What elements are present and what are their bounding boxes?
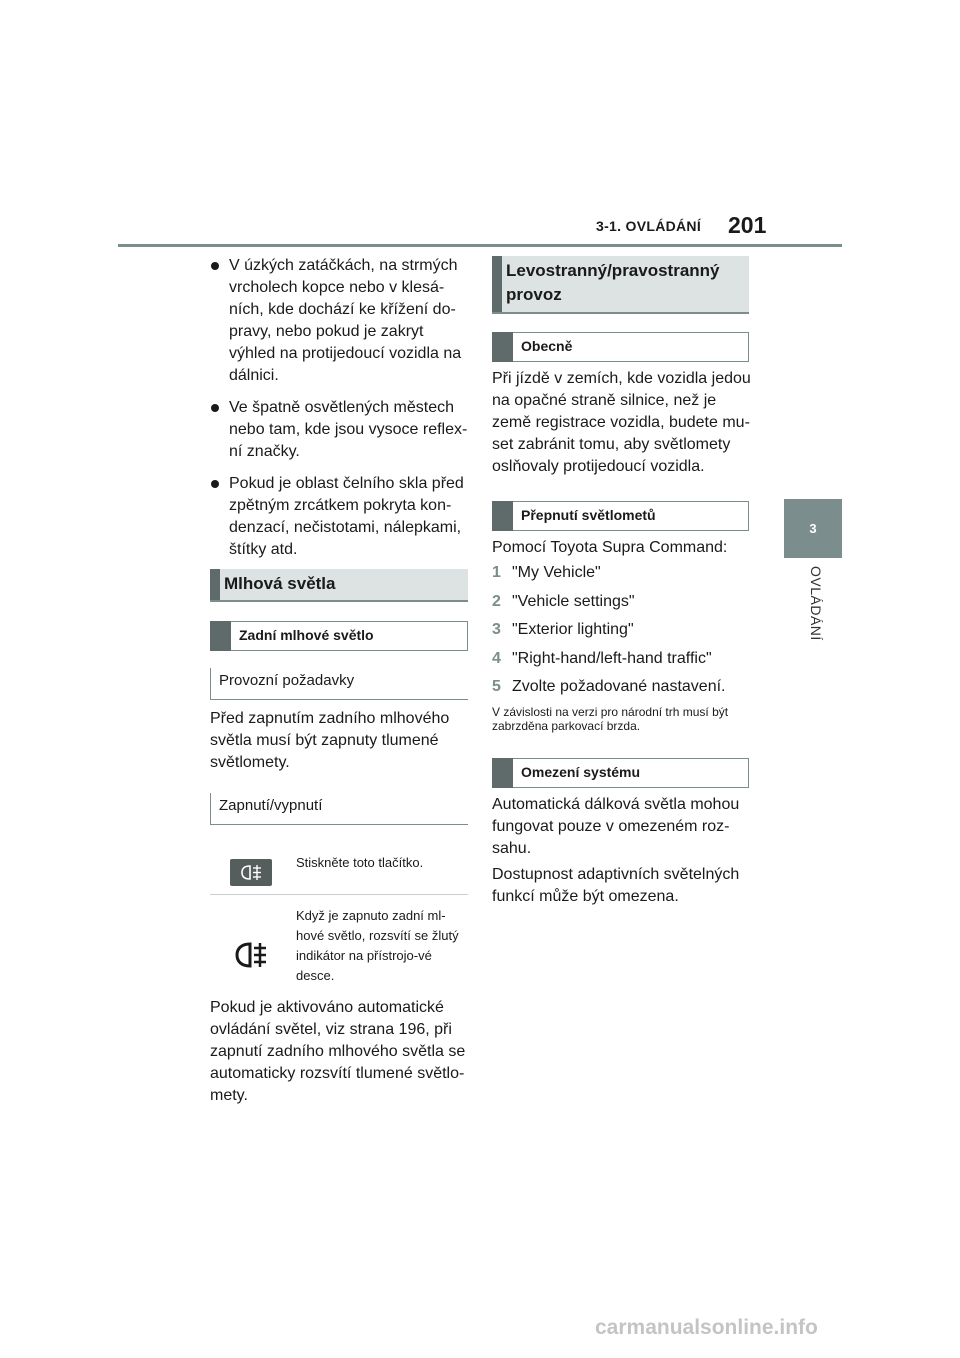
- step-text: "Exterior lighting": [512, 621, 634, 638]
- heading-marker: [492, 501, 513, 531]
- list-item: [492, 620, 754, 649]
- rear-fog-button-icon: [230, 859, 272, 886]
- general-heading: Obecně: [492, 332, 749, 362]
- list-item: [492, 592, 754, 621]
- step-number: 4: [492, 649, 501, 667]
- icon-row-text: Když je zapnuto zadní ml-hové světlo, rozsvítí se žlutý indikátor na přístrojo-vé desce.: [296, 908, 459, 983]
- requirements-heading: Provozní požadavky: [210, 668, 468, 700]
- step-number: 1: [492, 564, 501, 581]
- switch-intro: Pomocí Toyota Supra Command:: [492, 539, 728, 556]
- steps-list: [492, 563, 754, 706]
- general-text: Při jízdě v zemích, kde vozidla jedou na opačné straně silnice, než je země registrace vozidla, budete mu-set zabránit tomu, aby světlomety oslňovaly protijedoucí vozidla.: [492, 370, 751, 475]
- limits-text: Automatická dálková světla mohou fungovat pouze v omezeném roz-sahu.: [492, 796, 740, 857]
- traffic-side-heading: Levostranný/pravostranný provoz: [492, 256, 749, 314]
- switch-note: V závislosti na verzi pro národní trh musí být zabrzděna parkovací brzda.: [492, 705, 729, 733]
- heading-marker: [210, 621, 231, 651]
- step-number: 5: [492, 678, 501, 695]
- step-text: "Vehicle settings": [512, 592, 635, 610]
- system-limits-heading: Omezení systému: [492, 758, 749, 788]
- heading-marker: [492, 758, 513, 788]
- list-item: Ve špatně osvětlených městech nebo tam, kde jsou vysoce reflex-ní značky.: [210, 397, 472, 463]
- step-text: Zvolte požadované nastavení.: [512, 678, 726, 695]
- on-off-heading: Zapnutí/vypnutí: [210, 793, 468, 825]
- conditions-list: [210, 255, 472, 571]
- step-text: "My Vehicle": [512, 564, 601, 581]
- heading-marker: [492, 256, 502, 312]
- auto-lights-text: Pokud je aktivováno automatické ovládání světel, viz strana 196, při zapnutí zadního mlhového světla se automaticky rozsvítí tlumené světlo-mety.: [210, 999, 466, 1104]
- list-item: [492, 563, 754, 592]
- headlight-switch-heading: Přepnutí světlometů: [492, 501, 749, 531]
- rear-fog-heading: Zadní mlhové světlo: [210, 621, 468, 651]
- section-title: 3-1. OVLÁDÁNÍ: [596, 218, 702, 234]
- table-divider: [210, 894, 468, 895]
- watermark: carmanualsonline.info: [595, 1316, 818, 1339]
- requirements-text: Před zapnutím zadního mlhového světla musí být zapnuty tlumené světlomety.: [210, 710, 450, 771]
- page-number: 201: [728, 212, 767, 238]
- heading-marker: [210, 569, 220, 600]
- chapter-label: OVLÁDÁNÍ: [808, 566, 824, 641]
- heading-marker: [492, 332, 513, 362]
- step-text: "Right-hand/left-hand traffic": [512, 649, 712, 667]
- rear-fog-indicator-icon: [232, 939, 272, 971]
- chapter-tab: 3: [784, 499, 842, 558]
- list-item: V úzkých zatáčkách, na strmých vrcholech kopce nebo v klesá-ních, kde dochází ke křížení do-pravy, nebo pokud je zakryt výhled na protijedoucí vozidla na dálnici.: [210, 255, 472, 387]
- step-number: 2: [492, 592, 501, 610]
- list-item: Pokud je oblast čelního skla před zpětným zrcátkem pokryta kon-denzací, nečistotami, nálepkami, štítky atd.: [210, 473, 472, 561]
- list-item: [492, 677, 754, 706]
- icon-row-text: Stiskněte toto tlačítko.: [296, 855, 424, 870]
- fog-lights-heading: Mlhová světla: [210, 569, 468, 602]
- step-number: 3: [492, 621, 501, 638]
- limits-text: Dostupnost adaptivních světelných funkcí může být omezena.: [492, 866, 740, 905]
- list-item: [492, 649, 754, 678]
- header-divider: [118, 244, 842, 247]
